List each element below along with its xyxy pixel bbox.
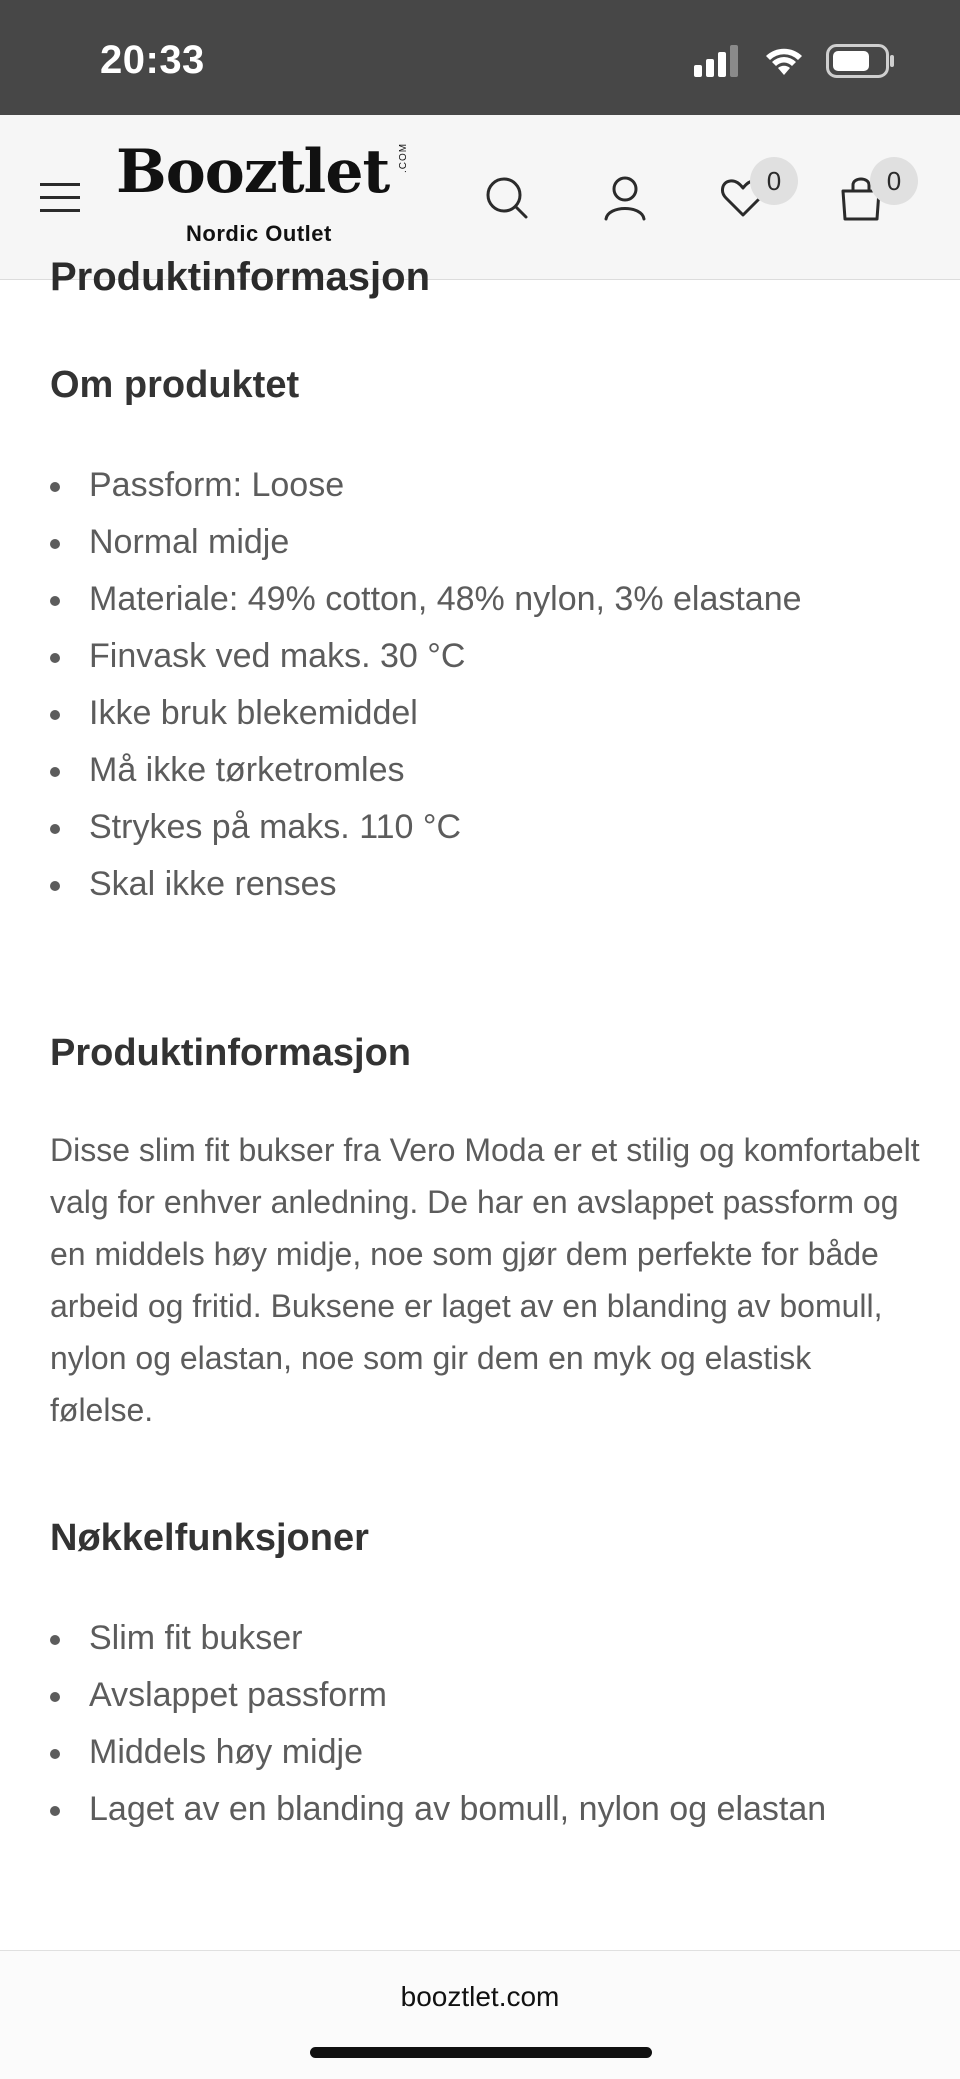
battery-icon xyxy=(826,44,896,83)
list-item: Materiale: 49% cotton, 48% nylon, 3% elastane xyxy=(50,571,802,628)
list-item: Middels høy midje xyxy=(50,1724,826,1781)
account-button[interactable] xyxy=(598,171,652,225)
browser-bottom-bar xyxy=(0,1950,960,2079)
status-icons xyxy=(694,44,896,83)
user-icon xyxy=(598,171,652,225)
search-button[interactable] xyxy=(480,171,534,225)
logo-text: Booztlet xyxy=(116,137,390,207)
cut-off-heading-container xyxy=(50,255,431,299)
list-item: Slim fit bukser xyxy=(50,1610,826,1667)
list-item: Passform: Loose xyxy=(50,457,802,514)
status-bar xyxy=(0,0,960,115)
status-time: 20:33 xyxy=(100,38,205,82)
url-label[interactable]: booztlet.com xyxy=(400,1981,560,2012)
list-item: Finvask ved maks. 30 °C xyxy=(50,628,802,685)
list-item: Skal ikke renses xyxy=(50,856,802,913)
home-indicator[interactable] xyxy=(310,2047,652,2058)
features-list xyxy=(50,1610,826,1838)
list-item: Må ikke tørketromles xyxy=(50,742,802,799)
list-item: Strykes på maks. 110 °C xyxy=(50,799,802,856)
menu-line xyxy=(40,196,80,199)
logo[interactable] xyxy=(116,137,416,247)
cart-count-badge: 0 xyxy=(870,157,918,205)
menu-line xyxy=(40,183,80,186)
section-title-product-info: Produktinformasjon xyxy=(50,1032,412,1074)
menu-line xyxy=(40,209,80,212)
menu-button[interactable] xyxy=(40,183,80,213)
list-item: Normal midje xyxy=(50,514,802,571)
product-description: Disse slim fit bukser fra Vero Moda er et stilig og komfortabelt valg for enhver anledning. De har en avslappet passform og en middels høy midje, noe som gjør dem perfekte for både arbeid og fritid. Buksene er laget av en blanding av bomull, nylon og elastan, noe som gir dem en myk og elastisk følelse. xyxy=(50,1132,920,1428)
cut-off-heading: Produktinformasjon xyxy=(50,255,431,299)
section-title-about: Om produktet xyxy=(50,364,300,406)
list-item: Ikke bruk blekemiddel xyxy=(50,685,802,742)
logo-com: .COM xyxy=(398,142,409,173)
signal-icon xyxy=(694,45,742,82)
section-title-key-features: Nøkkelfunksjoner xyxy=(50,1517,369,1559)
list-item: Laget av en blanding av bomull, nylon og elastan xyxy=(50,1781,826,1838)
search-icon xyxy=(480,171,534,225)
about-list xyxy=(50,457,802,913)
wifi-icon xyxy=(764,45,804,82)
list-item: Avslappet passform xyxy=(50,1667,826,1724)
logo-subtitle: Nordic Outlet xyxy=(186,221,332,246)
wishlist-count-badge: 0 xyxy=(750,157,798,205)
